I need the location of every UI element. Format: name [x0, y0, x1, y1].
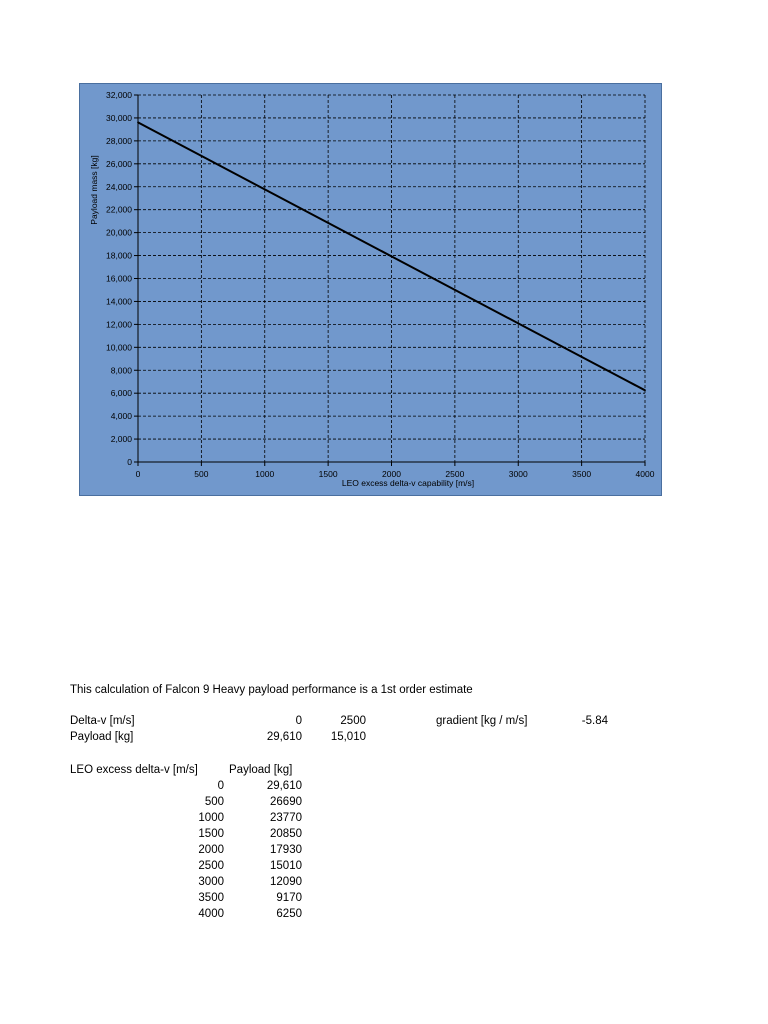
- x-tick-label: 500: [194, 469, 209, 479]
- data-point: [264, 188, 266, 190]
- x-tick-label: 4000: [635, 469, 655, 479]
- table-cell-delta-v: 2000: [198, 844, 224, 856]
- delta-v-value-2: 2500: [340, 715, 366, 727]
- data-point: [200, 155, 202, 157]
- table-cell-payload: 6250: [276, 908, 302, 920]
- payload-value-1: 29,610: [266, 731, 302, 743]
- table-cell-delta-v: 3000: [198, 876, 224, 888]
- x-axis-label: LEO excess delta-v capability [m/s]: [341, 478, 475, 488]
- y-tick-label: 2,000: [110, 434, 132, 445]
- payload-label: Payload [kg]: [70, 731, 134, 743]
- y-tick-label: 18,000: [106, 250, 132, 261]
- y-tick-label: 6,000: [110, 388, 132, 399]
- x-tick-label: 0: [135, 469, 141, 479]
- y-tick-label: 20,000: [106, 227, 132, 238]
- table-cell-payload: 12090: [270, 876, 302, 888]
- table-cell-delta-v: 0: [217, 780, 224, 792]
- x-tick-label: 1500: [318, 469, 338, 479]
- y-tick-label: 30,000: [106, 112, 132, 123]
- y-tick-label: 16,000: [106, 273, 132, 284]
- table-cell-delta-v: 3500: [198, 892, 224, 904]
- x-tick-label: 1000: [255, 469, 275, 479]
- y-tick-label: 22,000: [106, 204, 132, 215]
- table-cell-payload: 23770: [270, 812, 302, 824]
- table-cell-payload: 20850: [270, 828, 302, 840]
- table-cell-delta-v: 1000: [198, 812, 224, 824]
- table-header-payload: Payload [kg]: [229, 764, 293, 776]
- y-tick-label: 10,000: [106, 342, 132, 353]
- gradient-value: -5.84: [581, 715, 608, 727]
- table-cell-payload: 17930: [270, 844, 302, 856]
- table-header-delta-v: LEO excess delta-v [m/s]: [70, 764, 198, 776]
- y-tick-label: 12,000: [106, 319, 132, 330]
- x-tick-label: 3500: [572, 469, 592, 479]
- chart-area: [80, 84, 662, 496]
- y-tick-label: 32,000: [106, 90, 132, 100]
- y-tick-label: 14,000: [106, 296, 132, 307]
- table-cell-delta-v: 4000: [198, 908, 224, 920]
- x-tick-label: 2500: [445, 469, 465, 479]
- table-cell-delta-v: 1500: [198, 828, 224, 840]
- table-cell-payload: 9170: [276, 892, 302, 904]
- table-cell-delta-v: 500: [204, 796, 224, 808]
- data-point: [137, 122, 139, 124]
- gradient-label: gradient [kg / m/s]: [436, 715, 528, 727]
- delta-v-label: Delta-v [m/s]: [70, 715, 135, 727]
- payload-value-2: 15,010: [330, 731, 366, 743]
- y-tick-label: 26,000: [106, 158, 132, 169]
- y-tick-label: 24,000: [106, 181, 132, 192]
- table-cell-payload: 26690: [270, 796, 302, 808]
- y-tick-label: 8,000: [110, 365, 132, 376]
- data-point: [454, 289, 456, 291]
- data-point: [581, 356, 583, 358]
- y-axis-label: Payload mass [kg]: [89, 155, 99, 225]
- y-tick-label: 4,000: [110, 411, 132, 422]
- delta-v-value-1: 0: [295, 715, 302, 727]
- data-point: [517, 322, 519, 324]
- data-point: [644, 389, 646, 391]
- data-point: [391, 255, 393, 257]
- y-tick-label: 28,000: [106, 135, 132, 146]
- x-tick-label: 3000: [508, 469, 528, 479]
- table-cell-payload: 29,610: [266, 780, 302, 792]
- table-cell-delta-v: 2500: [198, 860, 224, 872]
- x-tick-label: 2000: [382, 469, 401, 479]
- y-tick-label: 0: [127, 457, 132, 467]
- estimate-note: This calculation of Falcon 9 Heavy payload performance is a 1st order estimate: [70, 684, 473, 696]
- table-cell-payload: 15010: [270, 860, 302, 872]
- data-point: [327, 222, 329, 224]
